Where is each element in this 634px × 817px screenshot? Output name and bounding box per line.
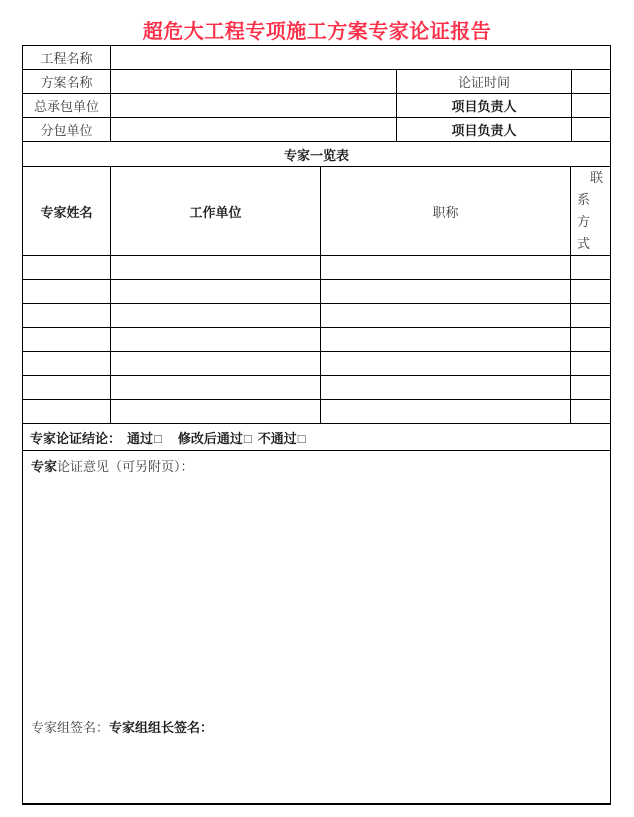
subcontractor-label: 分包单位 xyxy=(23,118,111,141)
contact-char-4: 式 xyxy=(577,236,591,251)
expert-work-unit-field[interactable] xyxy=(111,352,321,375)
expert-work-unit-header: 工作单位 xyxy=(111,167,321,255)
contact-char-2: 系 xyxy=(577,192,591,207)
report-form-table xyxy=(22,45,611,805)
expert-name-header: 专家姓名 xyxy=(23,167,111,255)
expert-group-signature-label[interactable]: 专家组签名： xyxy=(31,720,110,735)
pass-after-revision-checkbox[interactable]: □ xyxy=(243,430,252,446)
fail-checkbox[interactable]: □ xyxy=(297,430,306,446)
subcontractor-row xyxy=(23,118,610,142)
expert-job-title-header: 职称 xyxy=(321,167,571,255)
project-name-row xyxy=(23,46,610,70)
expert-work-unit-field[interactable] xyxy=(111,280,321,303)
expert-job-title-field[interactable] xyxy=(321,256,571,279)
expert-contact-field[interactable] xyxy=(571,352,610,375)
opinion-cell[interactable] xyxy=(23,451,610,803)
expert-name-field[interactable] xyxy=(23,328,111,351)
conclusion-label: 专家论证结论： xyxy=(30,430,122,446)
conclusion-row xyxy=(23,424,610,451)
plan-name-label: 方案名称 xyxy=(23,70,111,93)
pass-label: 通过 xyxy=(127,430,154,446)
signature-line xyxy=(31,719,602,736)
expert-name-field[interactable] xyxy=(23,280,111,303)
expert-job-title-field[interactable] xyxy=(321,376,571,399)
expert-row xyxy=(23,304,610,328)
opinion-label-line xyxy=(31,458,602,475)
demo-time-label: 论证时间 xyxy=(397,70,572,93)
expert-work-unit-field[interactable] xyxy=(111,256,321,279)
subcontractor-leader-label: 项目负责人 xyxy=(397,118,572,141)
expert-contact-header xyxy=(571,167,610,255)
demo-time-field[interactable] xyxy=(572,70,610,93)
contact-char-3: 方 xyxy=(577,214,591,229)
expert-work-unit-field[interactable] xyxy=(111,304,321,327)
expert-job-title-field[interactable] xyxy=(321,328,571,351)
fail-label: 不通过 xyxy=(257,430,297,446)
project-name-label: 工程名称 xyxy=(23,46,111,69)
expert-name-field[interactable] xyxy=(23,304,111,327)
expert-contact-field[interactable] xyxy=(571,256,610,279)
expert-row xyxy=(23,352,610,376)
expert-row xyxy=(23,256,610,280)
general-contractor-leader-label: 项目负责人 xyxy=(397,94,572,117)
conclusion-option-pass-after-revision xyxy=(178,428,252,447)
contact-char-1: 联 xyxy=(590,170,604,185)
expert-job-title-field[interactable] xyxy=(321,400,571,423)
expert-name-field[interactable] xyxy=(23,400,111,423)
expert-row xyxy=(23,280,610,304)
expert-contact-field[interactable] xyxy=(571,400,610,423)
expert-contact-field[interactable] xyxy=(571,304,610,327)
expert-work-unit-field[interactable] xyxy=(111,400,321,423)
pass-checkbox[interactable]: □ xyxy=(154,430,162,446)
expert-list-section-row xyxy=(23,142,610,167)
plan-name-row xyxy=(23,70,610,94)
expert-job-title-field[interactable] xyxy=(321,280,571,303)
general-contractor-row xyxy=(23,94,610,118)
project-name-field[interactable] xyxy=(111,46,610,69)
general-contractor-label: 总承包单位 xyxy=(23,94,111,117)
opinion-label-rest: 论证意见（可另附页）： xyxy=(57,459,194,474)
opinion-label-bold: 专家 xyxy=(31,459,58,474)
conclusion-option-pass xyxy=(127,428,162,447)
expert-contact-field[interactable] xyxy=(571,280,610,303)
expert-name-field[interactable] xyxy=(23,376,111,399)
expert-list-section-title: 专家一览表 xyxy=(283,147,349,163)
expert-job-title-field[interactable] xyxy=(321,304,571,327)
expert-contact-field[interactable] xyxy=(571,328,610,351)
plan-name-field[interactable] xyxy=(111,70,397,93)
expert-name-field[interactable] xyxy=(23,352,111,375)
general-contractor-leader-field[interactable] xyxy=(572,94,610,117)
pass-after-revision-label: 修改后通过 xyxy=(177,430,243,446)
subcontractor-field[interactable] xyxy=(111,118,397,141)
subcontractor-leader-field[interactable] xyxy=(572,118,610,141)
expert-work-unit-field[interactable] xyxy=(111,376,321,399)
expert-job-title-field[interactable] xyxy=(321,352,571,375)
expert-name-field[interactable] xyxy=(23,256,111,279)
group-leader-signature-label[interactable]: 专家组组长签名： xyxy=(109,720,214,735)
expert-row xyxy=(23,376,610,400)
expert-row xyxy=(23,400,610,424)
expert-work-unit-field[interactable] xyxy=(111,328,321,351)
expert-table-header-row xyxy=(23,167,610,256)
expert-contact-field[interactable] xyxy=(571,376,610,399)
page-title: 超危大工程专项施工方案专家论证报告 xyxy=(142,21,492,43)
general-contractor-field[interactable] xyxy=(111,94,397,117)
expert-row xyxy=(23,328,610,352)
conclusion-option-fail xyxy=(258,428,306,447)
